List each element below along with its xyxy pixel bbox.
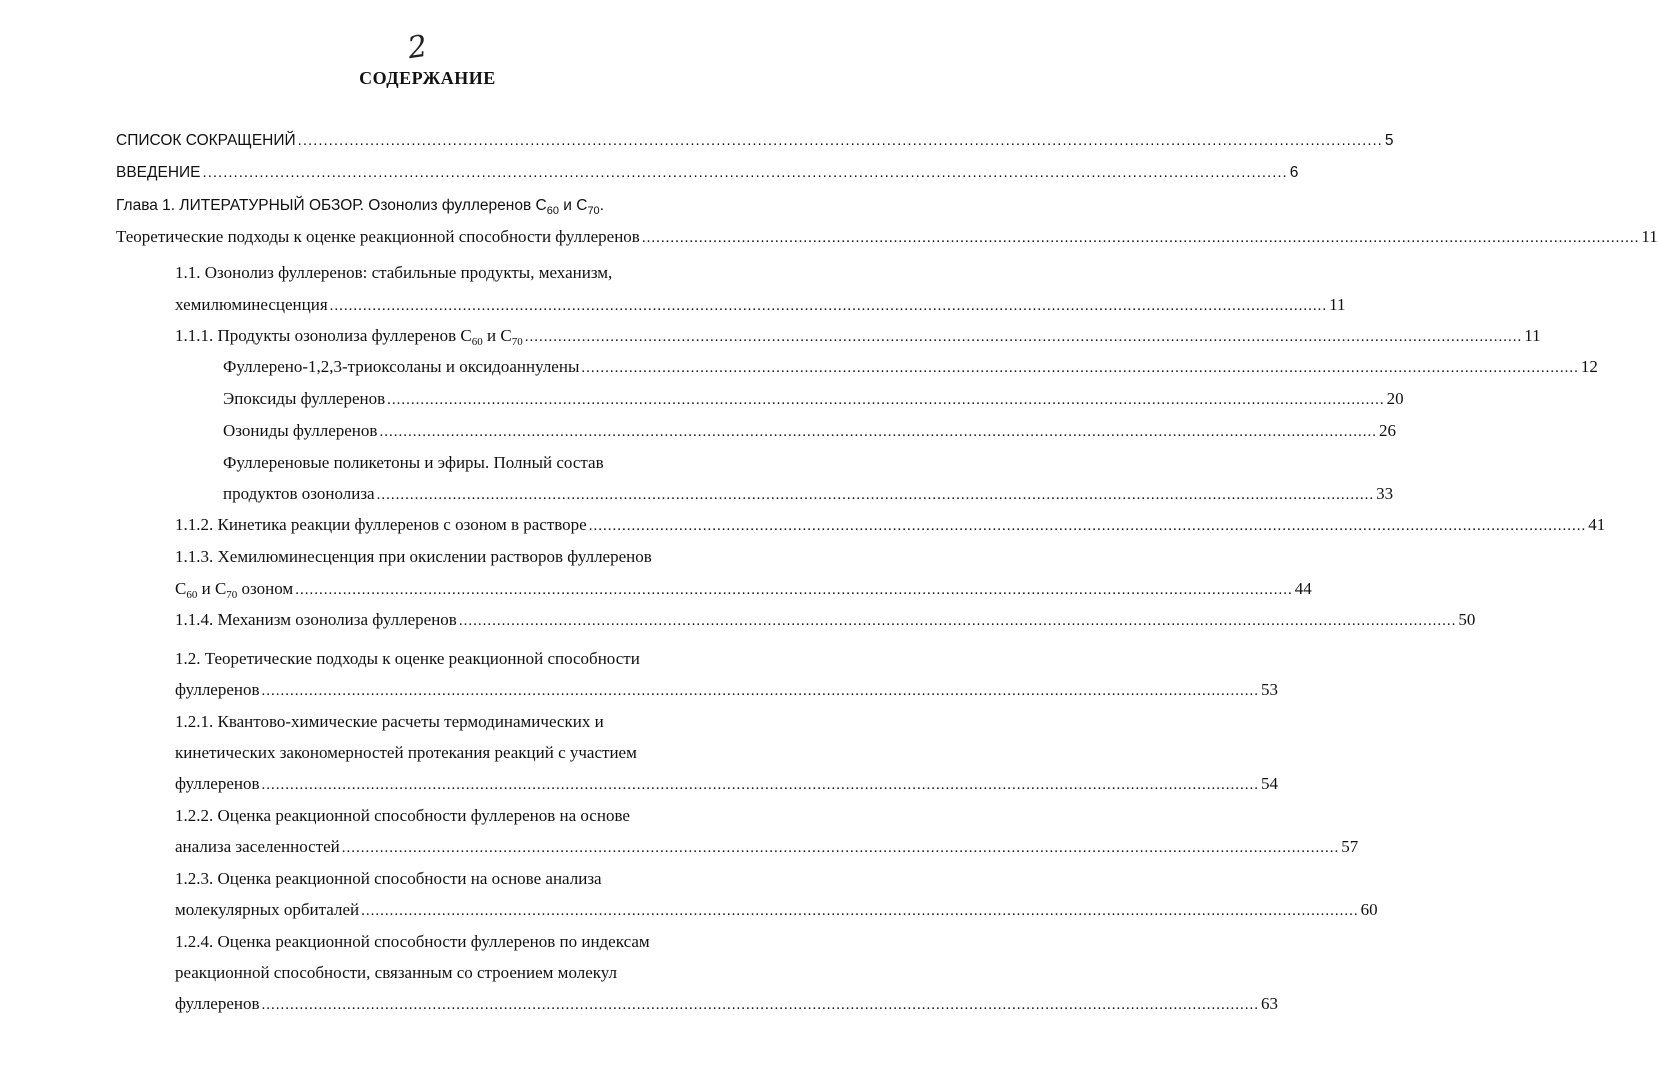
page-ref: 11 <box>1329 295 1346 314</box>
page-ref: 20 <box>1386 389 1404 408</box>
toc-entry-1-2-2-line1[interactable]: 1.2.2. Оценка реакционной способности фуллеренов на основе <box>175 806 630 825</box>
toc-entry-1-1-1[interactable]: 1.1.1. Продукты озонолиза фуллеренов $С_{60}$ и $С_{70}$ .................................................................................................................................................................................................................. 11 <box>175 326 1541 348</box>
page-ref: 33 <box>1376 484 1394 503</box>
toc-entry-1-2-line1[interactable]: 1.2. Теоретические подходы к оценке реакционной способности <box>175 649 640 668</box>
page-ref: 57 <box>1341 837 1359 856</box>
toc-entry-chapter-1-line1[interactable]: Глава 1. ЛИТЕРАТУРНЫЙ ОБЗОР. Озонолиз фуллеренов $С_{60}$ и $С_{70}$. <box>116 197 604 217</box>
toc-entry-1-2-1-line3[interactable]: фуллеренов .................................................................................................................................................................................................................. 54 <box>175 774 1279 793</box>
toc-entry-1-1-line1[interactable]: 1.1. Озонолиз фуллеренов: стабильные продукты, механизм, <box>175 263 613 282</box>
toc-entry-1-2-line2[interactable]: фуллеренов .................................................................................................................................................................................................................. 53 <box>175 680 1279 699</box>
toc-entry-introduction[interactable]: ВВЕДЕНИЕ .................................................................................................................................................................................................................. 6 <box>116 162 742 184</box>
page-ref: 54 <box>1261 774 1279 793</box>
toc-entry-1-2-2-line2[interactable]: анализа заселенностей .................................................................................................................................................................................................................. 57 <box>175 837 1359 856</box>
toc-entry-trioxolanes[interactable]: Фуллерено-1,2,3-триоксоланы и оксидоаннулены .................................................................................................................................................................................................................. 12 <box>223 357 1598 376</box>
toc-entry-ozonides[interactable]: Озониды фуллеренов .................................................................................................................................................................................................................. 26 <box>223 421 1396 440</box>
toc-entry-1-1-3-line1[interactable]: 1.1.3. Хемилюминесценция при окислении растворов фуллеренов <box>175 547 652 566</box>
toc-entry-1-1-2[interactable]: 1.1.2. Кинетика реакции фуллеренов с озоном в растворе .................................................................................................................................................................................................................. 41 <box>175 515 1606 534</box>
toc-entry-1-2-4-line1[interactable]: 1.2.4. Оценка реакционной способности фуллеренов по индексам <box>175 932 650 951</box>
page-title: СОДЕРЖАНИЕ <box>359 68 496 88</box>
toc-entry-1-2-1-line1[interactable]: 1.2.1. Квантово-химические расчеты термодинамических и <box>175 712 604 731</box>
toc-entry-epoxides[interactable]: Эпоксиды фуллеренов .................................................................................................................................................................................................................. 20 <box>223 389 1404 408</box>
page-ref: 50 <box>1458 610 1476 629</box>
page-ref: 12 <box>1580 357 1598 376</box>
page-ref: 5 <box>1384 132 1394 149</box>
handwritten-page-number: 2 <box>405 28 430 67</box>
toc-entry-1-2-3-line1[interactable]: 1.2.3. Оценка реакционной способности на основе анализа <box>175 869 602 888</box>
toc-entry-polyketones-line1[interactable]: Фуллереновые поликетоны и эфиры. Полный состав <box>223 453 604 472</box>
toc-entry-1-1-4[interactable]: 1.1.4. Механизм озонолиза фуллеренов .................................................................................................................................................................................................................. 50 <box>175 610 1476 629</box>
page-ref: 11 <box>1641 227 1658 246</box>
page-ref: 6 <box>1289 164 1299 181</box>
toc-entry-chapter-1-line2[interactable]: Теоретические подходы к оценке реакционной способности фуллеренов .................................................................................................................................................................................................................. 11 <box>116 227 1658 246</box>
page-ref: 26 <box>1378 421 1396 440</box>
page-ref: 53 <box>1261 680 1279 699</box>
toc-entry-polyketones-line2[interactable]: продуктов озонолиза .................................................................................................................................................................................................................. 33 <box>223 484 1394 503</box>
toc-entry-abbreviations[interactable]: СПИСОК СОКРАЩЕНИЙ .................................................................................................................................................................................................................. 5 <box>116 130 742 152</box>
page-ref: 11 <box>1524 326 1541 345</box>
page-ref: 60 <box>1360 900 1378 919</box>
toc-entry-1-2-1-line2[interactable]: кинетических закономерностей протекания реакций с участием <box>175 743 637 762</box>
toc-entry-1-2-4-line2[interactable]: реакционной способности, связанным со строением молекул <box>175 963 617 982</box>
page-ref: 41 <box>1588 515 1606 534</box>
toc-entry-1-2-4-line3[interactable]: фуллеренов .................................................................................................................................................................................................................. 63 <box>175 994 1279 1013</box>
page-ref: 63 <box>1261 994 1279 1013</box>
toc-entry-1-1-line2[interactable]: хемилюминесценция .................................................................................................................................................................................................................. 11 <box>175 295 1346 314</box>
toc-entry-1-2-3-line2[interactable]: молекулярных орбиталей .................................................................................................................................................................................................................. 60 <box>175 900 1378 919</box>
page-ref: 44 <box>1294 579 1312 598</box>
toc-entry-1-1-3-line2[interactable]: $С_{60}$ и $С_{70}$ озоном .................................................................................................................................................................................................................. 44 <box>175 579 1312 601</box>
